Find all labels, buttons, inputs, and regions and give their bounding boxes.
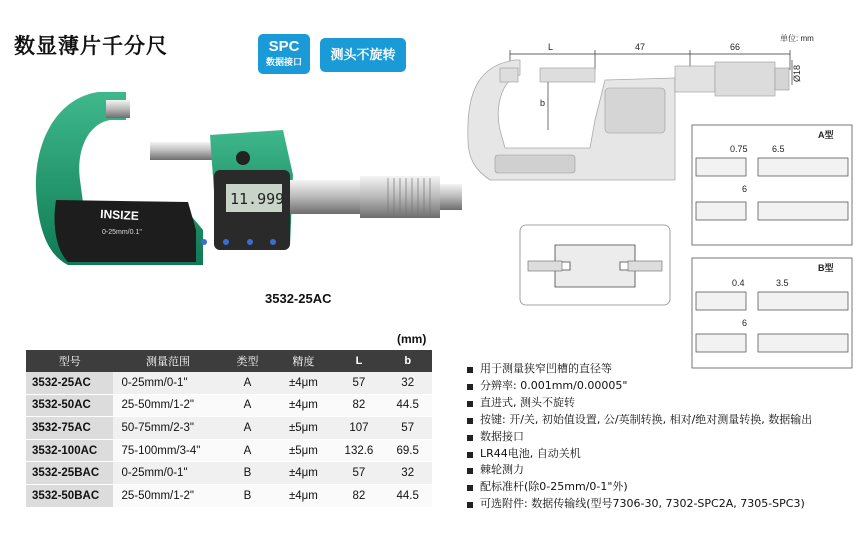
cell-b: 69.5: [383, 439, 432, 462]
cell-type: B: [223, 484, 273, 507]
cell-model: 3532-100AC: [26, 439, 113, 462]
cell-L: 107: [334, 417, 383, 440]
feature-item: 用于测量狭窄凹槽的直径等: [467, 361, 812, 378]
groove-left-tip: [528, 261, 562, 271]
cell-range: 25-50mm/1-2": [113, 394, 222, 417]
col-b: b: [383, 350, 432, 372]
table-row: [26, 394, 432, 417]
spc-badge-bottom: 数据接口: [265, 57, 302, 67]
cell-b: 32: [383, 372, 432, 394]
type-b-d2: 3.5: [776, 278, 789, 288]
table-header-row: [26, 350, 432, 372]
cell-model: 3532-25AC: [26, 372, 113, 394]
unit-note: 单位: mm: [780, 34, 814, 43]
cell-L: 82: [334, 394, 383, 417]
drawing-ratchet: [775, 68, 789, 90]
col-accuracy: 精度: [272, 350, 334, 372]
feature-item: 配标准杆(除0-25mm/0-1"外): [467, 479, 812, 496]
cell-L: 57: [334, 462, 383, 485]
cell-L: 57: [334, 372, 383, 394]
feature-item: LR44电池, 自动关机: [467, 446, 812, 463]
table-row: [26, 484, 432, 507]
cell-b: 44.5: [383, 394, 432, 417]
anvil: [106, 100, 130, 118]
cell-L: 82: [334, 484, 383, 507]
table-row: [26, 439, 432, 462]
button-1[interactable]: [201, 239, 207, 245]
cell-type: A: [223, 439, 273, 462]
page-title: 数显薄片千分尺: [14, 34, 168, 58]
drawing-display: [605, 88, 665, 133]
range-label: 0-25mm/0.1": [102, 229, 142, 236]
cell-range: 75-100mm/3-4": [113, 439, 222, 462]
cell-range: 25-50mm/1-2": [113, 484, 222, 507]
cell-type: A: [223, 372, 273, 394]
cell-model: 3532-50BAC: [26, 484, 113, 507]
dim-66: 66: [730, 42, 741, 52]
button-3[interactable]: [247, 239, 253, 245]
button-4[interactable]: [270, 239, 276, 245]
table-unit: (mm): [397, 332, 427, 346]
ratchet[interactable]: [440, 184, 462, 210]
micrometer-illustration: [28, 80, 478, 280]
lcd-reading: 11.999: [230, 190, 285, 208]
cell-L: 132.6: [334, 439, 383, 462]
cell-type: A: [223, 394, 273, 417]
cell-accuracy: ±4μm: [272, 462, 334, 485]
technical-drawing: [460, 30, 857, 370]
brand-logo: INSIZE: [99, 207, 140, 224]
drawing-sleeve: [675, 66, 715, 92]
type-b-d3: 6: [742, 318, 748, 328]
cell-range: 0-25mm/0-1": [113, 372, 222, 394]
product-caption: 3532-25AC: [265, 291, 332, 306]
feature-item: 分辨率: 0.001mm/0.00005": [467, 378, 812, 395]
cell-accuracy: ±4μm: [272, 484, 334, 507]
dim-diameter: Ø18: [792, 64, 802, 82]
type-a-d1: 0.75: [730, 144, 748, 154]
lock-knob[interactable]: [236, 151, 250, 165]
type-a-detail: [692, 125, 852, 245]
spc-badge-top: SPC: [268, 38, 300, 55]
cell-b: 57: [383, 417, 432, 440]
cell-b: 32: [383, 462, 432, 485]
dim-47: 47: [635, 42, 646, 52]
cell-model: 3532-50AC: [26, 394, 113, 417]
table-row: [26, 462, 432, 485]
cell-accuracy: ±4μm: [272, 372, 334, 394]
type-b-d1: 0.4: [732, 278, 745, 288]
dim-L: L: [548, 42, 554, 52]
feature-item: 直进式, 测头不旋转: [467, 395, 812, 412]
sleeve: [290, 180, 360, 214]
feature-item: 按键: 开/关, 初始值设置, 公/英制转换, 相对/绝对测量转换, 数据输出: [467, 412, 812, 429]
drawing-thimble: [715, 62, 775, 96]
type-a-d3: 6: [742, 184, 748, 194]
col-L: L: [334, 350, 383, 372]
button-2[interactable]: [223, 239, 229, 245]
spc-badge: [258, 34, 310, 74]
table-row: [26, 417, 432, 440]
type-a-label: A型: [818, 130, 834, 140]
cell-range: 50-75mm/2-3": [113, 417, 222, 440]
feature-list: [467, 361, 812, 513]
type-b-label: B型: [818, 263, 834, 273]
col-range: 测量范围: [113, 350, 222, 372]
drawing-insulator: [495, 155, 575, 173]
spindle: [150, 142, 220, 160]
col-model: 型号: [26, 350, 113, 372]
cell-b: 44.5: [383, 484, 432, 507]
non-rotating-badge: 测头不旋转: [320, 38, 406, 72]
feature-item: 可选附件: 数据传输线(型号7306-30, 7302-SPC2A, 7305-SPC3): [467, 496, 812, 513]
drawing-spindle: [540, 68, 595, 82]
drawing-anvil: [500, 68, 518, 82]
type-a-d2: 6.5: [772, 144, 785, 154]
dim-b: b: [540, 98, 546, 108]
cell-type: A: [223, 417, 273, 440]
cell-model: 3532-25BAC: [26, 462, 113, 485]
table-row: [26, 372, 432, 394]
cell-model: 3532-75AC: [26, 417, 113, 440]
spec-table: [26, 350, 432, 508]
cell-range: 0-25mm/0-1": [113, 462, 222, 485]
feature-item: 数据接口: [467, 429, 812, 446]
cell-accuracy: ±5μm: [272, 439, 334, 462]
col-type: 类型: [223, 350, 273, 372]
cell-accuracy: ±5μm: [272, 417, 334, 440]
cell-type: B: [223, 462, 273, 485]
feature-item: 棘轮测力: [467, 462, 812, 479]
groove-right-tip: [628, 261, 662, 271]
cell-accuracy: ±4μm: [272, 394, 334, 417]
